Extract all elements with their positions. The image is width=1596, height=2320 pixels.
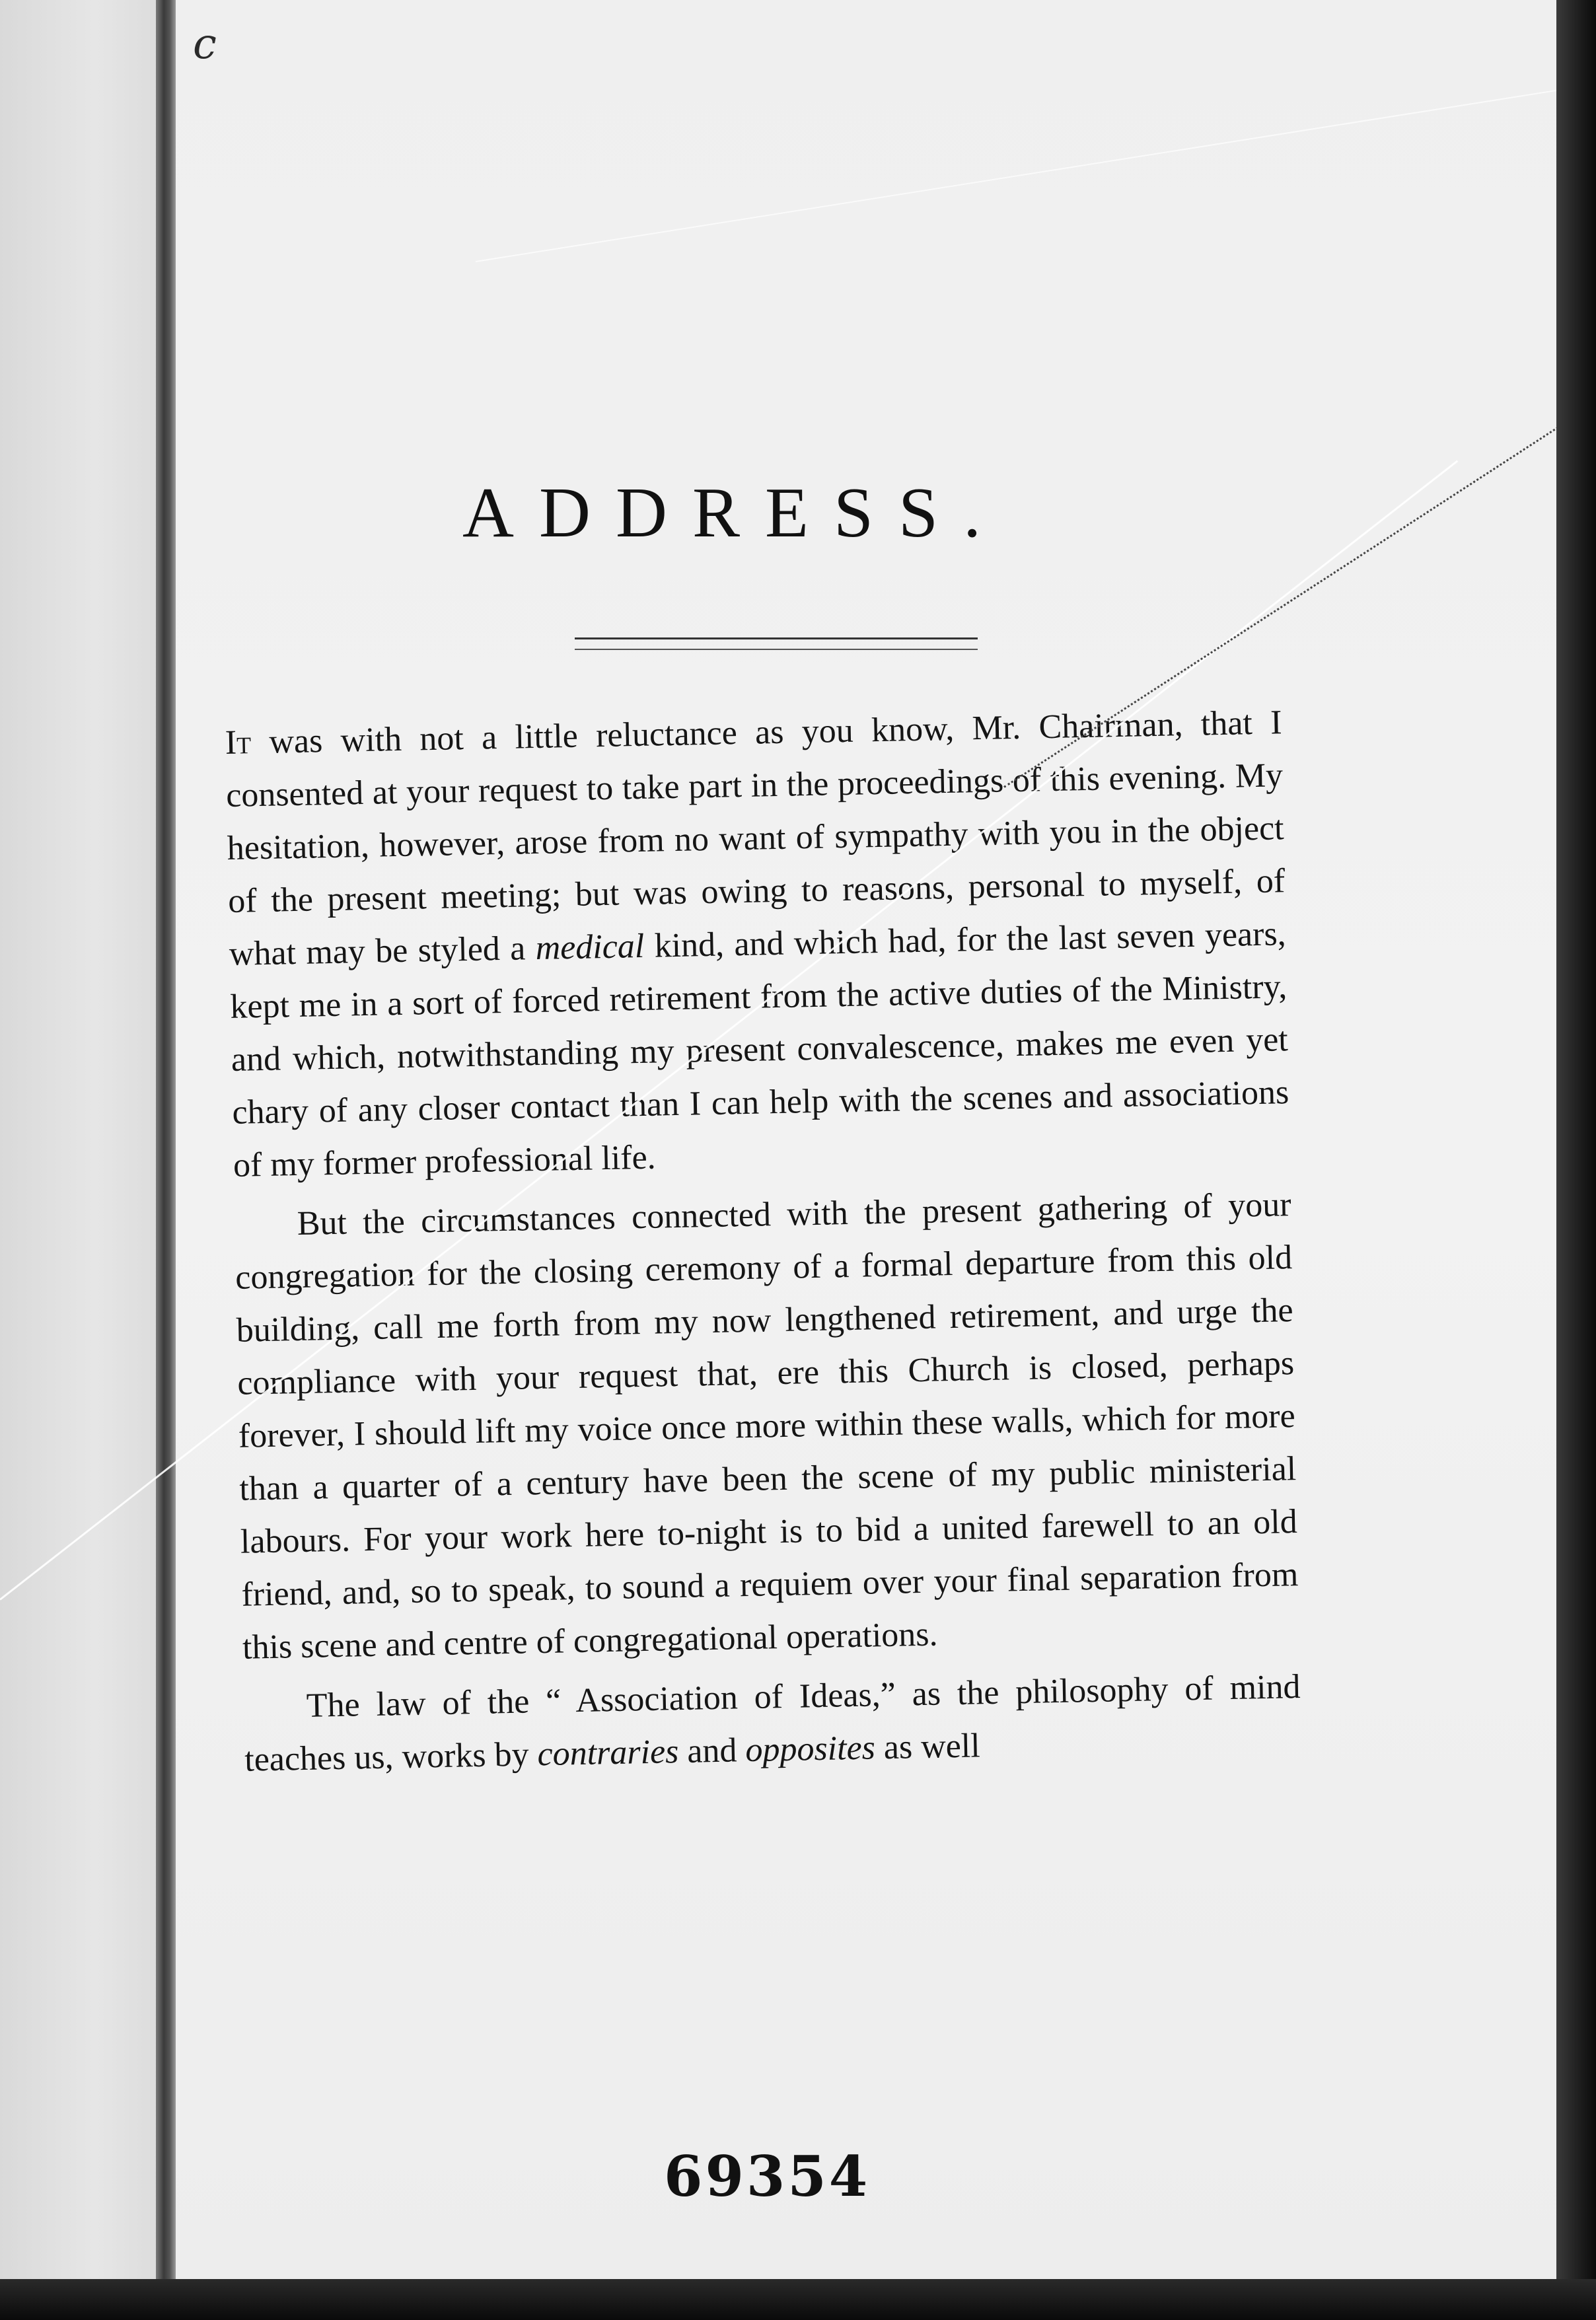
paragraph-3-italic-1: contraries	[537, 1733, 679, 1774]
paragraph-1-text-after: kind, and which had, for the last seven years, kept me in a sort of forced retirement from the active duties of the Ministry, and which, notwithstanding my present convalescence, makes me even yet chary of any closer contact than I can help with the scenes and associations of my former professional life.	[229, 915, 1289, 1184]
page-bottom-edge	[0, 2279, 1596, 2320]
drop-lead: It	[225, 723, 252, 762]
margin-annotation: c	[193, 20, 217, 69]
page-right-edge	[1556, 0, 1596, 2320]
page-number: 69354	[664, 2144, 871, 2209]
title-divider	[575, 637, 978, 650]
body-text	[225, 696, 1302, 1793]
paragraph-1	[225, 696, 1291, 1192]
paragraph-3-text-mid: and	[678, 1731, 746, 1771]
paragraph-3-italic-2: opposites	[744, 1729, 876, 1770]
paragraph-3-text: The law of the “ Association of Ideas,” as the philosophy of mind teaches us, works by	[244, 1668, 1301, 1779]
binding-gutter	[156, 0, 176, 2279]
paragraph-1-text: was with not a little reluctance as you know, Mr. Chairman, that I consented at your request to take part in the proceedings of this evening. My hesitation, however, arose from no want of sympathy with you in the object of the present meeting; but was owing to reasons, personal to myself, of what may be styled a	[225, 704, 1286, 973]
paragraph-2	[234, 1178, 1300, 1675]
previous-page-edge	[0, 0, 159, 2279]
paragraph-3	[243, 1661, 1302, 1787]
paragraph-3-text-after: as well	[875, 1727, 981, 1767]
paragraph-1-italic: medical	[535, 927, 645, 968]
page-title: ADDRESS.	[462, 474, 1007, 552]
paragraph-2-text: But the circumstances connected with the present gathering of your congregation for the closing ceremony of a formal departure from this old building, call me forth from my now lengthened retirement, and urge the compliance with your request that, ere this Church is closed, perhaps forever, I should lift my voice once more within these walls, which for more than a quarter of a century have been the scene of my public ministerial labours. For your work here to-night is to bid a united farewell to an old friend, and, so to speak, to sound a requiem over your final separation from this scene and centre of congregational operations.	[235, 1186, 1299, 1667]
